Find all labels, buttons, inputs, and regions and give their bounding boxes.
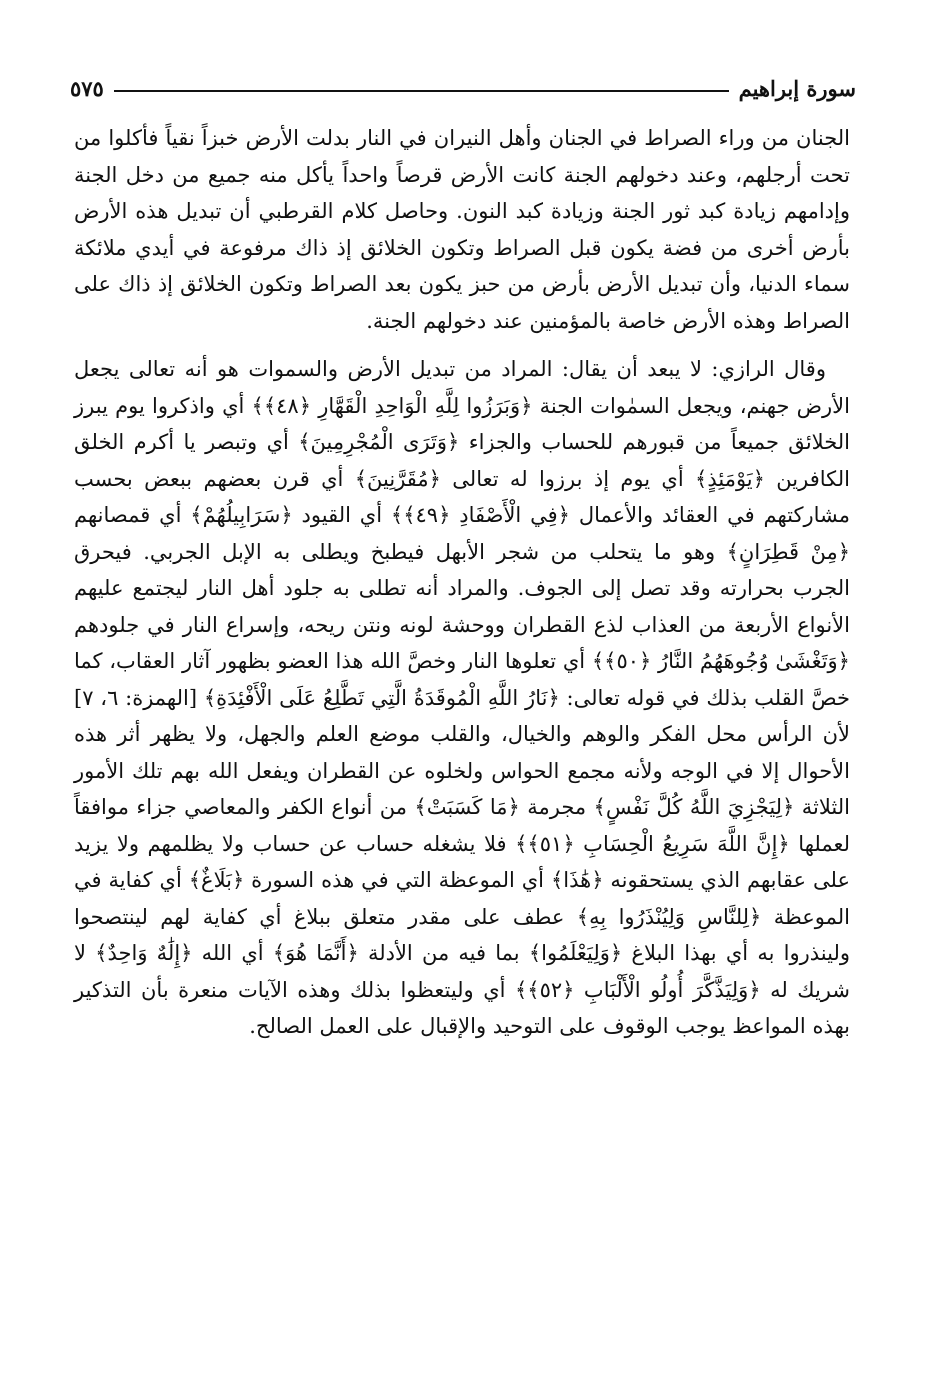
surah-title: سورة إبراهيم: [738, 75, 856, 101]
header-rule: [114, 90, 729, 92]
page-body: [74, 120, 850, 1045]
paragraph-1: الجنان من وراء الصراط في الجنان وأهل النيران في النار بدلت الأرض خبزاً نقياً فأكلوا من تحت أرجلهم، وعند دخولهم الجنة كانت الأرض قرصاً واحداً يأكل منه جميع من دخل الجنة وإدامهم زيادة كبد ثور الجنة وزيادة كبد النون. وحاصل كلام القرطبي أن تبديل هذه الأرض بأرض أخرى من فضة يكون قبل الصراط وتكون الخلائق إذ ذاك مرفوعة في أيدي ملائكة سماء الدنيا، وأن تبديل الأرض بأرض من حبز يكون بعد الصراط وتكون الخلائق إذ ذاك على الصراط وهذه الأرض خاصة بالمؤمنين عند دخولهم الجنة.: [74, 126, 850, 333]
page-header: [70, 70, 856, 106]
page-number: ٥٧٥: [70, 75, 104, 101]
paragraph-2: وقال الرازي: لا يبعد أن يقال: المراد من تبديل الأرض والسموات هو أنه تعالى يجعل الأرض جهنم، ويجعل السمٰوات الجنة ﴿وَبَرَزُوا لِلَّهِ الْوَاحِدِ الْقَهَّارِ ﴿٤٨﴾﴾ أي واذكروا يوم يبرز الخلائق جميعاً من قبورهم للحساب والجزاء ﴿وَتَرَى الْمُجْرِمِينَ﴾ أي وتبصر يا أكرم الخلق الكافرين ﴿يَوْمَئِذٍ﴾ أي يوم إذ برزوا له تعالى ﴿مُقَرَّنِينَ﴾ أي قرن بعضهم ببعض بحسب مشاركتهم في العقائد والأعمال ﴿فِي الْأَصْفَادِ ﴿٤٩﴾﴾ أي القيود ﴿سَرَابِيلُهُمْ﴾ أي قمصانهم ﴿مِنْ قَطِرَانٍ﴾ وهو ما يتحلب من شجر الأبهل فيطبخ ويطلى به الإبل الجربي. فيحرق الجرب بحرارته وقد تصل إلى الجوف. والمراد أنه تطلى به جلود أهل النار ليجتمع عليهم الأنواع الأربعة من العذاب لذع القطران ووحشة لونه ونتن ريحه، وإسراع النار في جلودهم ﴿وَتَغْشَىٰ وُجُوهَهُمُ النَّارُ ﴿٥٠﴾﴾ أي تعلوها النار وخصَّ الله هذا العضو بظهور آثار العقاب، كما خصَّ القلب بذلك في قوله تعالى: ﴿نَارُ اللَّهِ الْمُوقَدَةُ الَّتِي تَطَّلِعُ عَلَى الْأَفْئِدَةِ﴾ [الهمزة: ٦، ٧] لأن الرأس محل الفكر والوهم والخيال، والقلب موضع العلم والجهل، ولا يظهر أثر هذه الأحوال إلا في الوجه ولأنه مجمع الحواس ولخلوه عن القطران ويفعل الله بهم تلك الأمور الثلاثة ﴿لِيَجْزِيَ اللَّهُ كُلَّ نَفْسٍ﴾ مجرمة ﴿مَا كَسَبَتْ﴾ من أنواع الكفر والمعاصي جزاء موافقاً لعملها ﴿إِنَّ اللَّهَ سَرِيعُ الْحِسَابِ ﴿٥١﴾﴾ فلا يشغله حساب عن حساب ولا يظلمهم ولا يزيد على عقابهم الذي يستحقونه ﴿هَٰذَا﴾ أي الموعظة التي في هذه السورة ﴿بَلَاغٌ﴾ أي كفاية في الموعظة ﴿لِلنَّاسِ وَلِيُنْذَرُوا بِهِ﴾ عطف على مقدر متعلق ببلاغ أي كفاية لهم لينتصحوا ولينذروا به أي بهذا البلاغ ﴿وَلِيَعْلَمُوا﴾ بما فيه من الأدلة ﴿أَنَّمَا هُوَ﴾ أي الله ﴿إِلَٰهٌ وَاحِدٌ﴾ لا شريك له ﴿وَلِيَذَّكَّرَ أُولُو الْأَلْبَابِ ﴿٥٢﴾﴾ أي وليتعظوا بذلك وهذه الآيات منعرة بأن التذكير بهذه المواعظ يوجب الوقوف على التوحيد والإقبال على العمل الصالح.: [74, 357, 851, 1038]
